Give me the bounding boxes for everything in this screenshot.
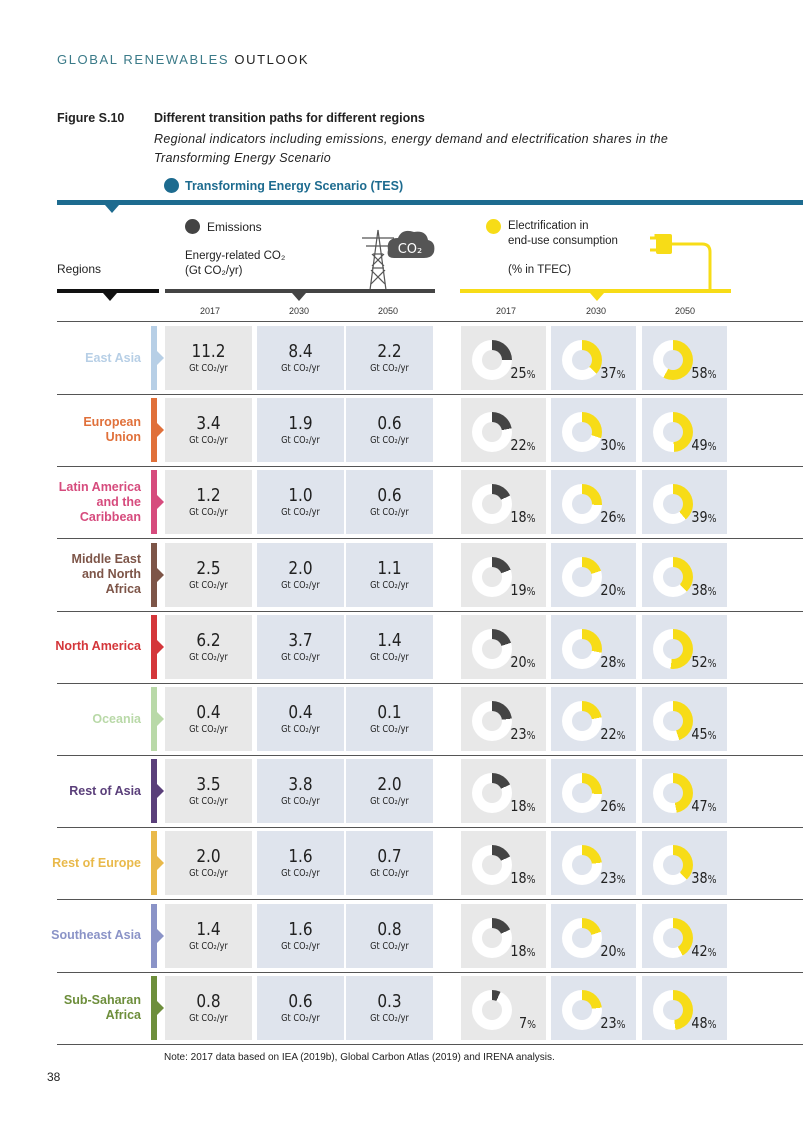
electrification-percent: 23%	[600, 1013, 626, 1032]
emissions-value: 11.2	[191, 341, 226, 362]
electrification-percent: 26%	[600, 797, 626, 816]
emissions-unit-label: Gt CO₂/yr	[281, 435, 320, 447]
electrification-percent: 42%	[691, 941, 717, 960]
emissions-cell	[257, 976, 344, 1040]
electrification-donut	[653, 845, 693, 885]
electrification-percent: 23%	[510, 725, 536, 743]
emissions-value: 2.0	[196, 846, 221, 868]
electrification-percent: 20%	[600, 941, 626, 960]
emissions-unit-label: Gt CO₂/yr	[281, 1012, 320, 1024]
electrification-donut	[472, 629, 512, 669]
electrification-percent: 45%	[691, 725, 717, 743]
emissions-year-2017: 2017	[199, 306, 221, 316]
emissions-value: 1.9	[288, 413, 313, 435]
tes-pointer	[105, 205, 119, 213]
electrification-donut	[562, 990, 602, 1030]
emissions-unit-label: Gt CO₂/yr	[370, 868, 409, 880]
emissions-unit-label: Gt CO₂/yr	[281, 507, 320, 519]
emissions-cell	[346, 326, 433, 390]
emissions-unit-label: Gt CO₂/yr	[281, 796, 320, 808]
electrification-donut	[653, 918, 693, 958]
electrification-cell	[642, 543, 727, 607]
tes-legend: Transforming Energy Scenario (TES)	[164, 178, 403, 193]
electrification-percent: 23%	[600, 869, 626, 888]
electrification-year-2017: 2017	[495, 306, 517, 316]
table-row	[57, 539, 803, 611]
electrification-cell	[642, 470, 727, 534]
emissions-value: 2.5	[196, 557, 221, 579]
emissions-cell	[346, 831, 433, 895]
emissions-unit-label: Gt CO₂/yr	[370, 435, 409, 447]
figure-label: Figure S.10	[57, 111, 125, 125]
emissions-unit-label: Gt CO₂/yr	[281, 724, 320, 735]
emissions-value: 0.1	[377, 702, 402, 723]
electrification-percent: 47%	[691, 797, 717, 816]
emissions-cell	[165, 831, 252, 895]
electrification-cell	[551, 543, 636, 607]
emissions-cell	[346, 759, 433, 823]
emissions-unit-label: Gt CO₂/yr	[370, 796, 409, 808]
electrification-percent: 37%	[600, 364, 626, 382]
electrification-donut	[562, 918, 602, 958]
emissions-value: 3.8	[288, 774, 313, 796]
emissions-value: 1.0	[288, 485, 313, 507]
electrification-cell	[642, 326, 727, 390]
region-name: Latin America and the Caribbean	[58, 479, 141, 524]
electrification-donut	[472, 990, 512, 1030]
region-arrow-icon	[157, 856, 164, 870]
table-row	[57, 683, 803, 755]
emissions-cell	[257, 326, 344, 390]
svg-text:CO₂: CO₂	[397, 242, 423, 257]
electrification-donut	[472, 773, 512, 813]
emissions-unit-label: Gt CO₂/yr	[281, 651, 320, 663]
electrification-donut	[562, 412, 602, 452]
emissions-value: 1.6	[288, 846, 313, 868]
emissions-value: 8.4	[288, 341, 313, 362]
table-row	[57, 611, 803, 683]
electrification-cell	[642, 904, 727, 968]
electrification-donut	[562, 845, 602, 885]
electrification-cell	[461, 687, 546, 751]
electrification-donut	[562, 701, 602, 741]
electrification-donut	[472, 918, 512, 958]
tes-divider	[57, 200, 803, 205]
emissions-unit-label: Gt CO₂/yr	[189, 868, 228, 880]
emissions-value: 0.8	[196, 990, 221, 1012]
emissions-unit-label: Gt CO₂/yr	[189, 724, 228, 735]
table-row	[57, 466, 803, 538]
electrification-percent: 18%	[510, 508, 536, 527]
emissions-unit-label: Gt CO₂/yr	[189, 579, 228, 591]
emissions-value: 1.1	[377, 557, 402, 579]
electrification-cell	[461, 831, 546, 895]
emissions-cell	[346, 976, 433, 1040]
emissions-unit-label: Gt CO₂/yr	[370, 363, 409, 374]
electrification-percent: 7%	[519, 1013, 536, 1032]
region-name: Rest of Europe	[52, 855, 141, 870]
electrification-percent: 49%	[691, 436, 717, 455]
electrification-cell	[461, 904, 546, 968]
emissions-unit-label: Gt CO₂/yr	[189, 651, 228, 663]
electrification-year-2030: 2030	[585, 306, 607, 316]
emissions-cell	[165, 326, 252, 390]
electrification-donut	[472, 845, 512, 885]
emissions-cell	[346, 904, 433, 968]
emissions-unit-label: Gt CO₂/yr	[189, 940, 228, 952]
electrification-cell	[461, 398, 546, 462]
region-name: Southeast Asia	[51, 928, 141, 943]
region-arrow-icon	[157, 568, 164, 582]
emissions-dot-icon	[185, 219, 200, 234]
emissions-cell	[257, 470, 344, 534]
emissions-cell	[257, 398, 344, 462]
electrification-percent: 22%	[510, 436, 536, 455]
table-row	[57, 972, 803, 1044]
electrification-percent: 18%	[510, 797, 536, 816]
electrification-donut	[472, 340, 512, 380]
electrification-donut	[472, 557, 512, 597]
emissions-value: 3.7	[288, 629, 313, 651]
electrification-donut	[562, 340, 602, 380]
regions-pointer	[103, 293, 117, 301]
electrification-cell	[551, 687, 636, 751]
electrification-donut	[653, 340, 693, 380]
emissions-value: 0.6	[288, 990, 313, 1012]
emissions-cell	[165, 687, 252, 751]
electrification-cell	[461, 759, 546, 823]
electrification-percent: 48%	[691, 1013, 717, 1032]
region-arrow-icon	[157, 1001, 164, 1015]
electrification-cell	[461, 976, 546, 1040]
electrification-cell	[642, 398, 727, 462]
electrification-donut	[653, 412, 693, 452]
region-arrow-icon	[157, 712, 164, 726]
electrification-percent: 18%	[510, 941, 536, 960]
emissions-value: 0.4	[196, 702, 221, 723]
emissions-cell	[346, 687, 433, 751]
emissions-unit-label: Gt CO₂/yr	[370, 507, 409, 519]
electrification-donut	[472, 701, 512, 741]
emissions-value: 3.5	[196, 774, 221, 796]
emissions-cell	[346, 615, 433, 679]
electrification-donut	[472, 484, 512, 524]
electrification-percent: 28%	[600, 652, 626, 671]
electrification-cell	[551, 759, 636, 823]
table-row	[51, 900, 803, 972]
emissions-value: 0.6	[377, 485, 402, 507]
emissions-value: 0.3	[377, 990, 402, 1012]
emissions-unit-label: Gt CO₂/yr	[281, 579, 320, 591]
emissions-value: 1.4	[377, 629, 402, 651]
electrification-cell	[461, 615, 546, 679]
emissions-cell	[257, 831, 344, 895]
emissions-unit: Energy-related CO₂ (Gt CO₂/yr)	[185, 250, 286, 277]
region-arrow-icon	[157, 495, 164, 509]
emissions-value: 2.0	[377, 774, 402, 796]
emissions-cell	[257, 615, 344, 679]
electrification-legend: Electrification in end-use consumption	[486, 219, 618, 249]
electrification-percent: 20%	[600, 580, 626, 599]
electrification-percent: 20%	[510, 652, 536, 671]
electrification-donut	[653, 990, 693, 1030]
table-row	[57, 755, 803, 827]
electrification-percent: 39%	[691, 508, 717, 527]
region-arrow-icon	[157, 784, 164, 798]
tes-dot-icon	[164, 178, 179, 193]
electrification-cell	[551, 326, 636, 390]
region-name: East Asia	[85, 350, 141, 365]
electrification-percent: 58%	[691, 364, 717, 382]
electrification-percent: 25%	[510, 364, 536, 382]
emissions-cell	[165, 904, 252, 968]
figure-subtitle: Regional indicators including emissions, energy demand and electrification shares in the Transforming Energy Scenario	[154, 132, 669, 165]
emissions-cell	[346, 398, 433, 462]
page-header: GLOBAL RENEWABLES OUTLOOK	[57, 52, 310, 67]
regions-heading: Regions	[57, 262, 102, 276]
emissions-unit-label: Gt CO₂/yr	[370, 940, 409, 952]
electrification-donut	[653, 629, 693, 669]
figure-title: Different transition paths for different regions	[154, 111, 425, 125]
region-name: Rest of Asia	[69, 783, 141, 798]
region-arrow-icon	[157, 423, 164, 437]
region-arrow-icon	[157, 351, 164, 365]
electrification-cell	[551, 976, 636, 1040]
emissions-value: 0.8	[377, 918, 402, 940]
emissions-unit-label: Gt CO₂/yr	[189, 435, 228, 447]
electrification-cell	[461, 470, 546, 534]
emissions-cell	[257, 759, 344, 823]
electrification-percent: 18%	[510, 869, 536, 888]
plug-icon	[640, 230, 720, 292]
emissions-unit-label: Gt CO₂/yr	[370, 1012, 409, 1024]
emissions-value: 1.2	[196, 485, 221, 507]
emissions-value: 0.6	[377, 413, 402, 435]
region-name: Sub-Saharan Africa	[63, 992, 141, 1022]
region-name: European Union	[83, 415, 141, 445]
electrification-cell	[551, 831, 636, 895]
electrification-percent: 26%	[600, 508, 626, 527]
emissions-unit-label: Gt CO₂/yr	[189, 363, 228, 374]
electrification-donut	[562, 773, 602, 813]
emissions-value: 3.4	[196, 413, 221, 435]
electrification-cell	[461, 326, 546, 390]
emissions-value: 2.2	[377, 341, 402, 362]
row-divider	[57, 1044, 803, 1045]
electrification-donut	[653, 484, 693, 524]
electrification-cell	[551, 904, 636, 968]
emissions-cell	[165, 543, 252, 607]
emissions-cell	[165, 615, 252, 679]
table-row	[52, 827, 803, 899]
figure-note: Note: 2017 data based on IEA (2019b), Global Carbon Atlas (2019) and IRENA analysis.	[164, 1052, 555, 1063]
electrification-pointer	[590, 293, 604, 301]
electrification-cell	[642, 615, 727, 679]
electrification-donut	[562, 484, 602, 524]
emissions-value: 0.4	[288, 702, 313, 723]
region-arrow-icon	[157, 640, 164, 654]
emissions-unit-label: Gt CO₂/yr	[189, 1012, 228, 1024]
electrification-percent: 30%	[600, 436, 626, 455]
electrification-donut	[653, 557, 693, 597]
emissions-pointer	[292, 293, 306, 301]
emissions-cell	[257, 543, 344, 607]
emissions-unit-label: Gt CO₂/yr	[370, 651, 409, 663]
emissions-unit-label: Gt CO₂/yr	[281, 363, 320, 374]
emissions-cell	[346, 543, 433, 607]
emissions-cell	[165, 398, 252, 462]
region-name: North America	[55, 639, 141, 654]
electrification-cell	[551, 470, 636, 534]
emissions-value: 6.2	[196, 629, 221, 651]
page-number: 38	[47, 1070, 61, 1084]
emissions-legend: Emissions	[185, 219, 262, 234]
emissions-cell	[165, 976, 252, 1040]
table-row	[57, 322, 803, 394]
electrification-cell	[642, 831, 727, 895]
emissions-value: 1.6	[288, 918, 313, 940]
emissions-unit-label: Gt CO₂/yr	[281, 868, 320, 880]
electrification-donut	[653, 773, 693, 813]
electrification-percent: 22%	[600, 725, 626, 743]
emissions-cell	[346, 470, 433, 534]
electrification-cell	[642, 759, 727, 823]
region-arrow-icon	[157, 929, 164, 943]
emissions-cell	[165, 759, 252, 823]
electrification-percent: 38%	[691, 580, 717, 599]
electrification-donut	[653, 701, 693, 741]
electrification-donut	[472, 412, 512, 452]
electrification-cell	[551, 615, 636, 679]
emissions-cell	[165, 470, 252, 534]
electrification-cell	[461, 543, 546, 607]
emissions-unit-label: Gt CO₂/yr	[189, 507, 228, 519]
emissions-year-2030: 2030	[288, 306, 310, 316]
region-name: Oceania	[92, 711, 141, 726]
electrification-cell	[642, 976, 727, 1040]
electrification-unit: (% in TFEC)	[508, 264, 572, 276]
electrification-percent: 52%	[691, 652, 717, 671]
emissions-year-2050: 2050	[377, 306, 399, 316]
emissions-value: 0.7	[377, 846, 402, 868]
electrification-donut	[562, 629, 602, 669]
table-row	[57, 394, 803, 466]
region-name: Middle East and North Africa	[71, 552, 141, 597]
electrification-year-2050: 2050	[674, 306, 696, 316]
electrification-cell	[642, 687, 727, 751]
emissions-unit-label: Gt CO₂/yr	[189, 796, 228, 808]
emissions-cell	[257, 904, 344, 968]
emissions-unit-label: Gt CO₂/yr	[370, 579, 409, 591]
electrification-dot-icon	[486, 219, 501, 234]
emissions-unit-label: Gt CO₂/yr	[370, 724, 409, 735]
electrification-donut	[562, 557, 602, 597]
electrification-cell	[551, 398, 636, 462]
emissions-value: 1.4	[196, 918, 221, 940]
emissions-unit-label: Gt CO₂/yr	[281, 940, 320, 952]
electrification-percent: 38%	[691, 869, 717, 888]
electrification-percent: 19%	[510, 580, 536, 599]
power-pylon-icon	[358, 226, 438, 292]
emissions-value: 2.0	[288, 557, 313, 579]
emissions-cell	[257, 687, 344, 751]
